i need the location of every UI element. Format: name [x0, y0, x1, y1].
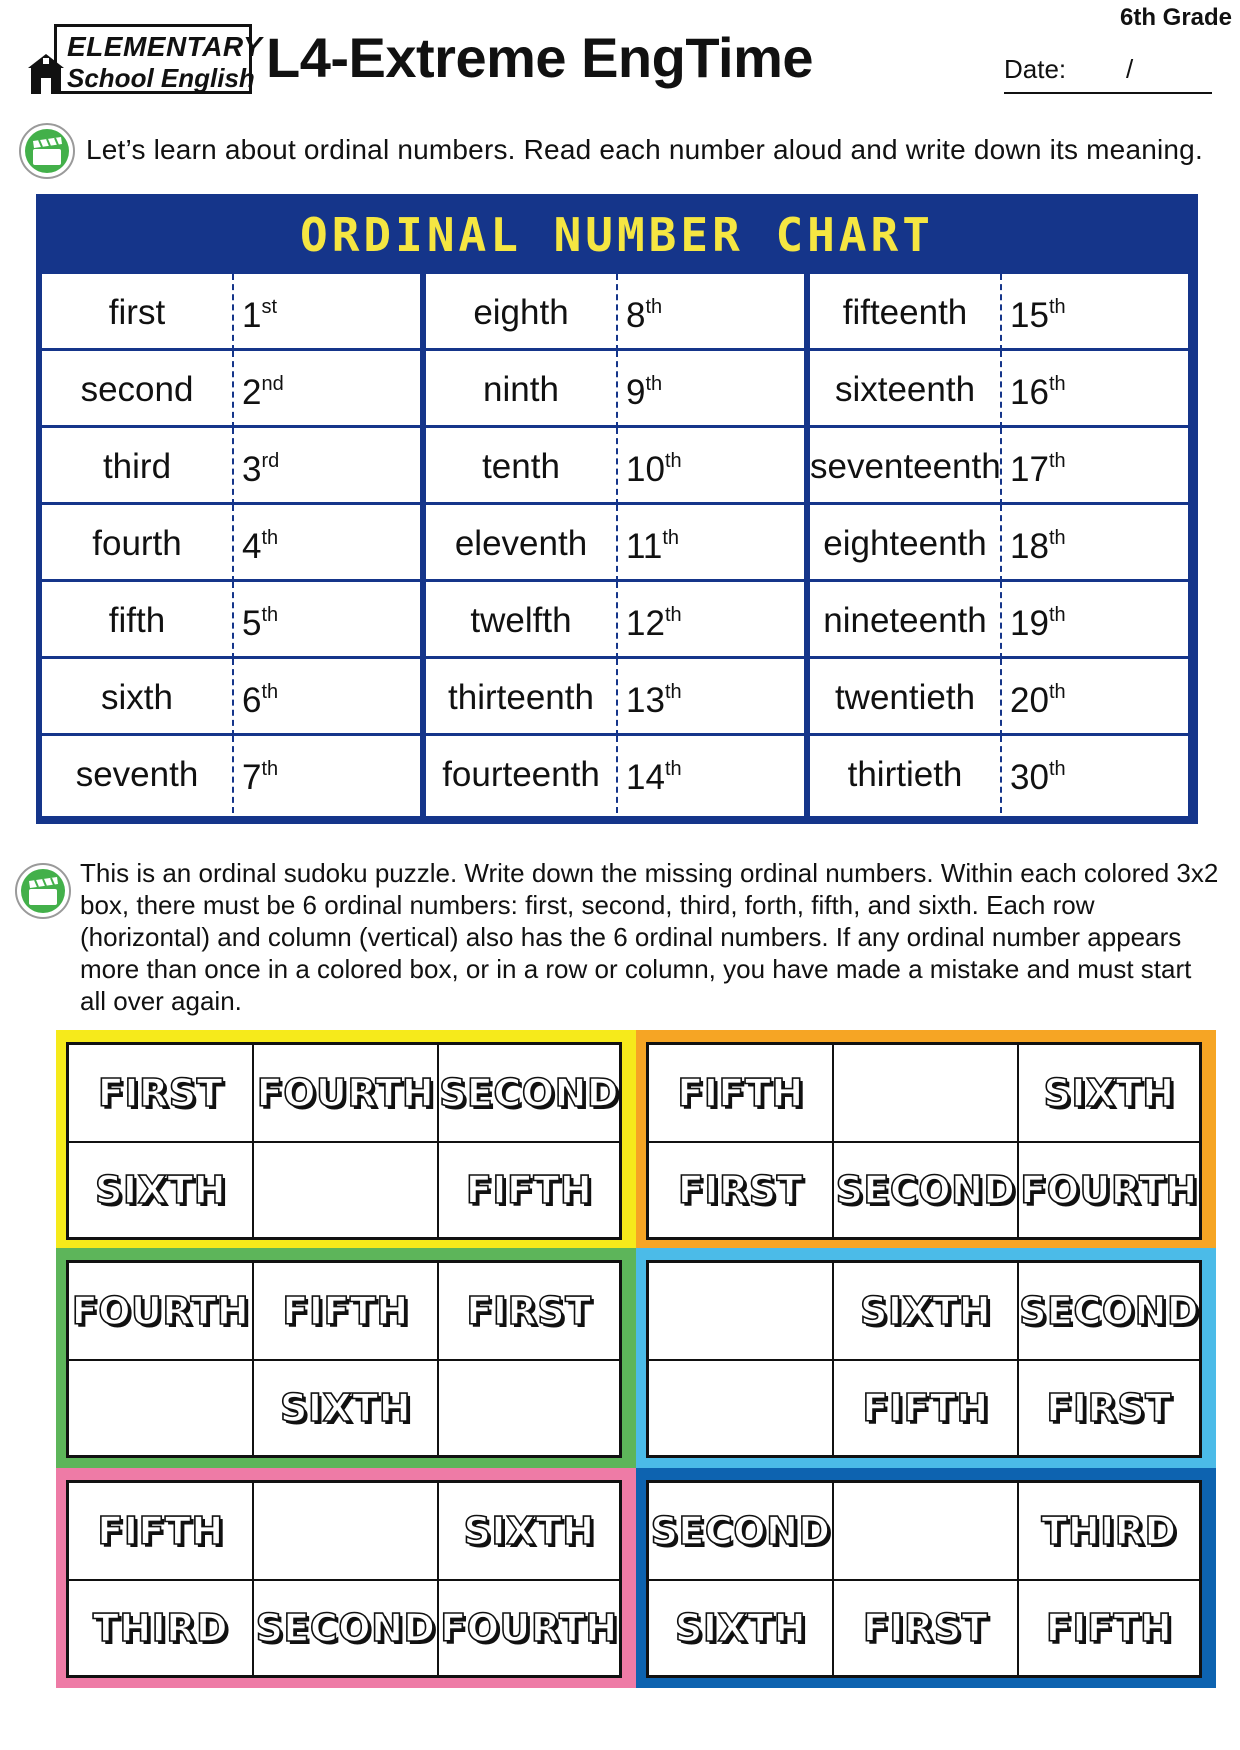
- numeral-suffix: th: [261, 758, 279, 780]
- numeral-suffix: th: [662, 527, 680, 549]
- sudoku-cell-text: SECOND: [650, 1509, 831, 1553]
- dashed-divider: [1000, 274, 1002, 351]
- sudoku-cell-empty[interactable]: [439, 1361, 619, 1455]
- chart-row: [426, 505, 804, 582]
- dashed-divider: [616, 736, 618, 813]
- ordinal-word: tenth: [482, 447, 560, 486]
- sudoku-box-orange: [636, 1030, 1216, 1250]
- sudoku-cell-text: SIXTH: [1043, 1071, 1175, 1115]
- chart-title: ORDINAL NUMBER CHART: [300, 208, 934, 262]
- ordinal-numeral: [626, 428, 682, 505]
- date-field[interactable]: [1004, 50, 1212, 94]
- sudoku-cell: [254, 1581, 439, 1675]
- chart-row: [810, 736, 1188, 816]
- instruction-ordinal-chart: Let’s learn about ordinal numbers. Read each number aloud and write down its meaning.: [86, 134, 1203, 165]
- ordinal-numeral: [1010, 736, 1066, 813]
- sudoku-cell: [649, 1143, 834, 1237]
- sudoku-box-pink: [56, 1468, 636, 1688]
- ordinal-word: fifth: [108, 601, 166, 640]
- sudoku-box-blue: [636, 1248, 1216, 1468]
- numeral-suffix: th: [261, 604, 279, 626]
- dashed-divider: [616, 505, 618, 582]
- page-title: L4-Extreme EngTime: [266, 26, 814, 89]
- brand-logo: [22, 24, 263, 96]
- sudoku-cell: [69, 1581, 254, 1675]
- chart-row: [42, 351, 420, 428]
- numeral-digits: 12: [626, 604, 665, 643]
- sudoku-cell-text: FIRST: [1046, 1386, 1172, 1430]
- sudoku-grid: [66, 1260, 622, 1458]
- numeral-digits: 11: [626, 527, 663, 566]
- sudoku-cell-text: FOURTH: [440, 1606, 618, 1650]
- sudoku-box-yellow: [56, 1030, 636, 1250]
- ordinal-numeral: [1010, 428, 1066, 505]
- sudoku-cell-text: FIFTH: [862, 1386, 989, 1430]
- ordinal-word: fourteenth: [442, 755, 600, 794]
- sudoku-cell: [439, 1263, 619, 1361]
- dashed-divider: [232, 659, 234, 736]
- sudoku-cell: [649, 1045, 834, 1143]
- numeral-suffix: th: [664, 758, 682, 780]
- sudoku-cell-empty[interactable]: [834, 1045, 1019, 1143]
- chart-row: [426, 582, 804, 659]
- dashed-divider: [616, 428, 618, 505]
- numeral-suffix: th: [261, 681, 279, 703]
- dashed-divider: [1000, 582, 1002, 659]
- sudoku-cell: [69, 1483, 254, 1581]
- sudoku-cell-empty[interactable]: [254, 1143, 439, 1237]
- numeral-suffix: th: [664, 681, 682, 703]
- ordinal-numeral: [1010, 351, 1066, 428]
- instruction-sudoku: This is an ordinal sudoku puzzle. Write down the missing ordinal numbers. Within each colored 3x2 box, there must be 6 ordinal numbers: first, second, third, forth, fifth, and sixth. Each row (horizontal) and column (vertical) also has the 6 ordinal numbers. If any ordinal number appears more than once in a colored box, or in a row or column, you have made a mistake and must start all over again.: [80, 858, 1219, 1016]
- dashed-divider: [232, 505, 234, 582]
- numeral-suffix: th: [1048, 450, 1066, 472]
- sudoku-cell-text: FIFTH: [677, 1071, 804, 1115]
- sudoku-cell-text: SECOND: [439, 1071, 619, 1115]
- numeral-suffix: th: [1048, 758, 1066, 780]
- numeral-suffix: th: [1048, 681, 1066, 703]
- sudoku-cell-text: SIXTH: [94, 1168, 227, 1212]
- sudoku-cell: [69, 1263, 254, 1361]
- dashed-divider: [616, 659, 618, 736]
- numeral-digits: 7: [242, 758, 262, 797]
- sudoku-cell-text: SIXTH: [279, 1386, 412, 1430]
- dashed-divider: [232, 582, 234, 659]
- sudoku-cell-text: FOURTH: [1020, 1168, 1198, 1212]
- chart-row: [426, 351, 804, 428]
- dashed-divider: [1000, 736, 1002, 813]
- chart-row: [810, 351, 1188, 428]
- numeral-suffix: st: [261, 296, 278, 318]
- sudoku-cell-text: FIFTH: [282, 1289, 409, 1333]
- numeral-digits: 19: [1010, 604, 1049, 643]
- dashed-divider: [616, 274, 618, 351]
- logo-frame: [54, 24, 263, 94]
- chart-row: [42, 582, 420, 659]
- chart-row: [426, 428, 804, 505]
- chart-row: [810, 659, 1188, 736]
- date-separator: /: [1126, 54, 1134, 84]
- sudoku-cell: [439, 1143, 619, 1237]
- sudoku-cell: [1019, 1143, 1199, 1237]
- numeral-digits: 20: [1010, 681, 1049, 720]
- numeral-suffix: rd: [261, 450, 280, 472]
- ordinal-word: eleventh: [454, 524, 588, 563]
- ordinal-numeral: [242, 736, 278, 813]
- sudoku-cell: [69, 1045, 254, 1143]
- sudoku-cell: [834, 1361, 1019, 1455]
- sudoku-cell-text: SECOND: [255, 1606, 436, 1650]
- sudoku-cell-text: FOURTH: [71, 1289, 250, 1333]
- ordinal-word: seventh: [75, 755, 199, 794]
- logo-subtitle: School English: [67, 63, 255, 93]
- sudoku-cell: [439, 1581, 619, 1675]
- sudoku-cell-text: FIRST: [97, 1071, 224, 1115]
- ordinal-word: thirteenth: [448, 678, 594, 717]
- dashed-divider: [232, 428, 234, 505]
- sudoku-grid: [646, 1480, 1202, 1678]
- sudoku-cell-empty[interactable]: [69, 1361, 254, 1455]
- sudoku-cell-text: FOURTH: [256, 1071, 435, 1115]
- sudoku-box-green: [56, 1248, 636, 1468]
- numeral-digits: 2: [242, 373, 262, 412]
- ordinal-word: nineteenth: [823, 601, 987, 640]
- dashed-divider: [616, 582, 618, 659]
- grade-label: 6th Grade: [1120, 4, 1233, 31]
- logo-title: ELEMENTARY: [67, 31, 263, 62]
- chart-row: [810, 428, 1188, 505]
- ordinal-number-chart: [36, 194, 1198, 824]
- chart-row: [42, 274, 420, 351]
- dashed-divider: [1000, 659, 1002, 736]
- ordinal-word: twelfth: [470, 601, 572, 640]
- ordinal-word: second: [80, 370, 194, 409]
- numeral-suffix: th: [1048, 604, 1066, 626]
- sudoku-grid: [66, 1480, 622, 1678]
- numeral-digits: 8: [626, 296, 646, 335]
- sudoku-cell-text: SIXTH: [463, 1509, 595, 1553]
- ordinal-numeral: [1010, 582, 1066, 659]
- chart-column: [810, 274, 1188, 816]
- numeral-suffix: th: [645, 373, 663, 395]
- ordinal-numeral: [242, 274, 277, 351]
- sudoku-cell-text: FIFTH: [1045, 1606, 1173, 1650]
- ordinal-word: third: [102, 447, 172, 486]
- dashed-divider: [1000, 428, 1002, 505]
- sudoku-cell: [834, 1581, 1019, 1675]
- sudoku-cell-empty[interactable]: [254, 1483, 439, 1581]
- sudoku-grid: [646, 1042, 1202, 1240]
- ordinal-word: thirtieth: [847, 755, 963, 794]
- ordinal-numeral: [626, 582, 682, 659]
- sudoku-cell-text: THIRD: [1041, 1509, 1177, 1553]
- chart-row: [426, 659, 804, 736]
- sudoku-cell-text: FIRST: [677, 1168, 804, 1212]
- chart-row: [42, 736, 420, 816]
- sudoku-cell: [439, 1483, 619, 1581]
- clapperboard-icon: [18, 122, 76, 180]
- ordinal-word: fifteenth: [842, 293, 968, 332]
- chart-row: [426, 274, 804, 351]
- numeral-digits: 4: [242, 527, 262, 566]
- numeral-digits: 1: [242, 296, 262, 335]
- ordinal-numeral: [1010, 659, 1066, 736]
- dashed-divider: [232, 351, 234, 428]
- date-label: Date:: [1004, 54, 1067, 84]
- sudoku-grid: [646, 1260, 1202, 1458]
- sudoku-cell-text: FIRST: [466, 1289, 592, 1333]
- ordinal-numeral: [242, 351, 284, 428]
- dashed-divider: [232, 274, 234, 351]
- ordinal-word: sixth: [101, 678, 173, 717]
- numeral-digits: 6: [242, 681, 262, 720]
- ordinal-numeral: [242, 659, 278, 736]
- ordinal-word: ninth: [483, 370, 559, 409]
- numeral-digits: 5: [242, 604, 262, 643]
- clapperboard-icon: [14, 862, 72, 920]
- chart-row: [42, 505, 420, 582]
- sudoku-cell: [1019, 1483, 1199, 1581]
- numeral-suffix: th: [664, 604, 682, 626]
- sudoku-cell: [649, 1483, 834, 1581]
- numeral-digits: 10: [626, 450, 665, 489]
- ordinal-numeral: [242, 428, 279, 505]
- chart-column: [42, 274, 420, 816]
- chart-row: [42, 659, 420, 736]
- sudoku-cell: [1019, 1581, 1199, 1675]
- numeral-digits: 3: [242, 450, 262, 489]
- dashed-divider: [232, 736, 234, 813]
- ordinal-word: eighth: [473, 293, 569, 332]
- chart-row: [810, 274, 1188, 351]
- sudoku-cell-text: SECOND: [1019, 1289, 1199, 1333]
- ordinal-word: seventeenth: [810, 447, 1001, 486]
- ordinal-numeral: [242, 505, 278, 582]
- ordinal-numeral: [626, 351, 662, 428]
- numeral-suffix: th: [1048, 296, 1066, 318]
- sudoku-cell: [1019, 1361, 1199, 1455]
- ordinal-word: twentieth: [834, 678, 976, 717]
- sudoku-cell-empty[interactable]: [649, 1361, 834, 1455]
- sudoku-cell: [254, 1263, 439, 1361]
- ordinal-word: eighteenth: [823, 524, 987, 563]
- numeral-digits: 13: [626, 681, 665, 720]
- sudoku-cell: [1019, 1263, 1199, 1361]
- sudoku-cell: [649, 1581, 834, 1675]
- ordinal-numeral: [1010, 274, 1066, 351]
- dashed-divider: [1000, 351, 1002, 428]
- sudoku-box-navy: [636, 1468, 1216, 1688]
- sudoku-cell-empty[interactable]: [649, 1263, 834, 1361]
- sudoku-cell-empty[interactable]: [834, 1483, 1019, 1581]
- sudoku-cell-text: SECOND: [835, 1168, 1016, 1212]
- sudoku-cell-text: SIXTH: [674, 1606, 807, 1650]
- sudoku-cell-text: THIRD: [92, 1606, 229, 1650]
- numeral-digits: 18: [1010, 527, 1049, 566]
- chart-row: [42, 428, 420, 505]
- ordinal-word: sixteenth: [834, 370, 976, 409]
- numeral-digits: 9: [626, 373, 646, 412]
- numeral-suffix: th: [1048, 527, 1066, 549]
- numeral-suffix: th: [1048, 373, 1066, 395]
- numeral-digits: 17: [1010, 450, 1049, 489]
- sudoku-cell: [69, 1143, 254, 1237]
- chart-column: [426, 274, 804, 816]
- ordinal-numeral: [626, 505, 679, 582]
- ordinal-word: first: [108, 293, 166, 332]
- numeral-suffix: th: [645, 296, 663, 318]
- numeral-digits: 14: [626, 758, 665, 797]
- ordinal-numeral: [242, 582, 278, 659]
- numeral-digits: 15: [1010, 296, 1049, 335]
- dashed-divider: [616, 351, 618, 428]
- sudoku-cell-text: FIFTH: [97, 1509, 224, 1553]
- ordinal-numeral: [626, 274, 662, 351]
- sudoku-cell-text: FIRST: [862, 1606, 989, 1650]
- dashed-divider: [1000, 505, 1002, 582]
- sudoku-cell: [254, 1045, 439, 1143]
- ordinal-numeral: [626, 659, 682, 736]
- chart-row: [810, 505, 1188, 582]
- ordinal-word: fourth: [92, 524, 182, 563]
- numeral-suffix: th: [261, 527, 279, 549]
- chart-row: [810, 582, 1188, 659]
- ordinal-numeral: [626, 736, 682, 813]
- ordinal-numeral: [1010, 505, 1066, 582]
- sudoku-cell: [1019, 1045, 1199, 1143]
- sudoku-cell: [834, 1263, 1019, 1361]
- sudoku-cell-text: SIXTH: [859, 1289, 992, 1333]
- numeral-suffix: nd: [261, 373, 284, 395]
- sudoku-cell: [834, 1143, 1019, 1237]
- numeral-digits: 16: [1010, 373, 1049, 412]
- sudoku-cell: [254, 1361, 439, 1455]
- sudoku-cell-text: FIFTH: [465, 1168, 593, 1212]
- numeral-suffix: th: [664, 450, 682, 472]
- sudoku-grid: [66, 1042, 622, 1240]
- chart-row: [426, 736, 804, 816]
- numeral-digits: 30: [1010, 758, 1049, 797]
- sudoku-cell: [439, 1045, 619, 1143]
